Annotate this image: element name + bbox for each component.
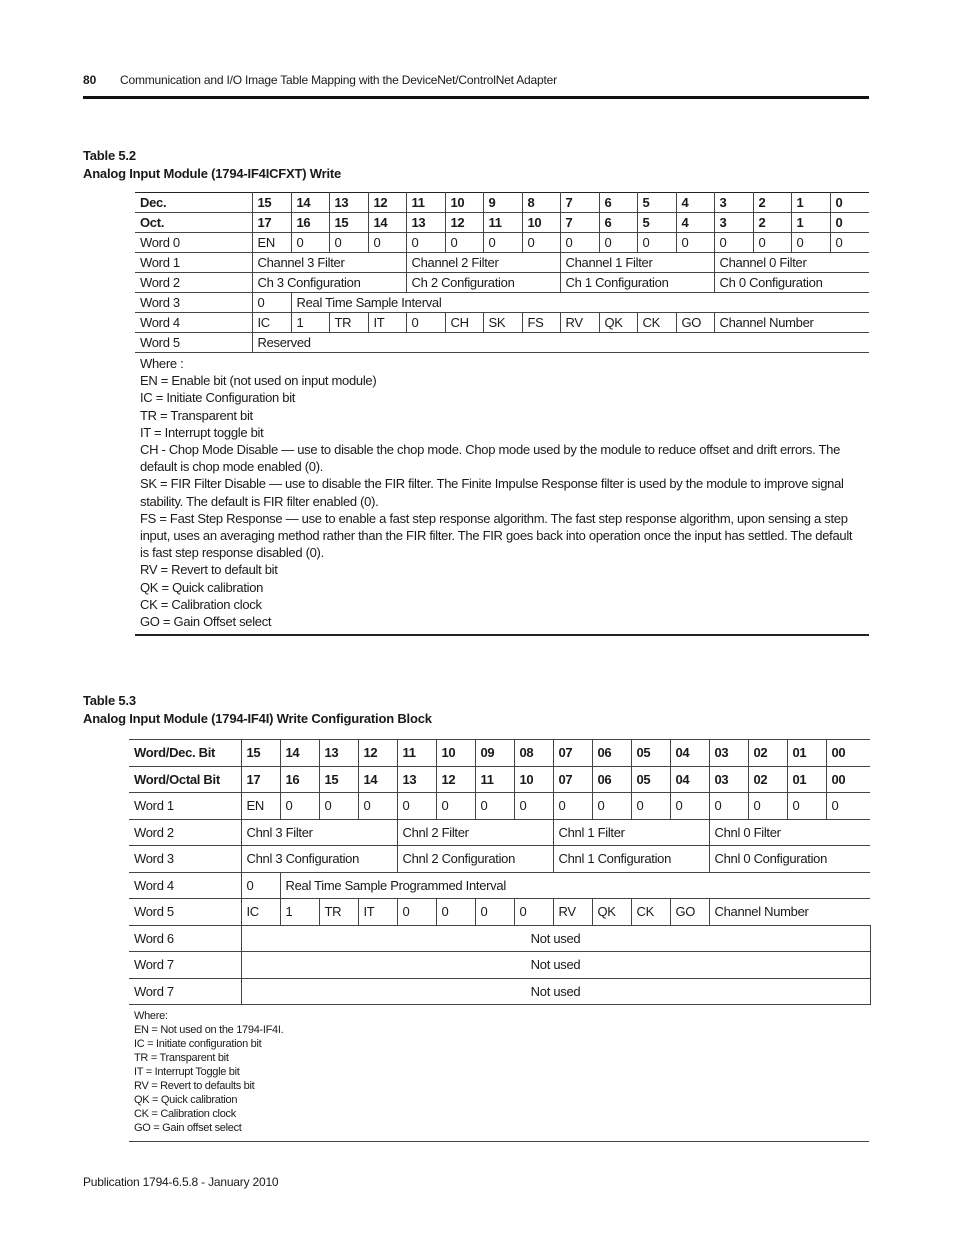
cell: Dec. — [135, 193, 252, 213]
note-line: CH - Chop Mode Disable — use to disable the chop mode. Chop mode used by the module to reduce offset and drift errors. The default is chop mode enabled (0). — [140, 442, 840, 475]
cell: 0 — [397, 899, 436, 926]
table52 — [135, 192, 869, 636]
cell: 07 — [553, 766, 592, 793]
cell: 16 — [280, 766, 319, 793]
page-number: 80 — [83, 73, 97, 87]
cell: SK — [483, 313, 522, 333]
cell: CK — [637, 313, 676, 333]
note-line: GO = Gain Offset select — [140, 614, 272, 630]
cell: Not used — [241, 925, 870, 952]
cell: 10 — [514, 766, 553, 793]
cell: 0 — [329, 233, 368, 253]
cell: Word 4 — [135, 313, 252, 333]
cell: 0 — [560, 233, 599, 253]
cell: 08 — [514, 740, 553, 767]
cell: 0 — [436, 899, 475, 926]
cell: Channel 2 Filter — [406, 253, 560, 273]
cell: TR — [319, 899, 358, 926]
note-line: GO = Gain offset select — [134, 1122, 242, 1134]
note-line: IC = Initiate Configuration bit — [140, 390, 296, 406]
cell: IC — [252, 313, 291, 333]
table52-row-word1 — [135, 253, 869, 273]
cell: CK — [631, 899, 670, 926]
cell: 12 — [445, 213, 483, 233]
table53-notes — [134, 1009, 283, 1135]
cell: 0 — [445, 233, 483, 253]
cell: 02 — [748, 766, 787, 793]
cell: RV — [553, 899, 592, 926]
cell: 0 — [753, 233, 791, 253]
cell: 11 — [397, 740, 436, 767]
table53-caption-title: Analog Input Module (1794-IF4I) Write Configuration Block — [83, 711, 432, 726]
note-line: RV = Revert to default bit — [140, 562, 278, 578]
cell: 0 — [553, 793, 592, 820]
cell: Chnl 0 Filter — [709, 819, 870, 846]
cell: 1 — [791, 213, 830, 233]
cell: 5 — [637, 213, 676, 233]
cell: 0 — [714, 233, 753, 253]
cell: 15 — [319, 766, 358, 793]
note-line: EN = Not used on the 1794-IF4I. — [134, 1024, 284, 1036]
cell: Not used — [241, 952, 870, 979]
table52-notes-row — [135, 353, 869, 636]
cell: 13 — [406, 213, 445, 233]
cell: 14 — [358, 766, 397, 793]
cell: Ch 0 Configuration — [714, 273, 869, 293]
cell: 11 — [483, 213, 522, 233]
table53-bottom-rule — [129, 1141, 869, 1142]
note-line: SK = FIR Filter Disable — use to disable the FIR filter. The Finite Impulse Response filter is used by the module to improve signal stability. The default is FIR filter enabled (0). — [140, 476, 844, 509]
note-line: TR = Transparent bit — [134, 1052, 229, 1064]
cell: 15 — [252, 193, 291, 213]
cell: 0 — [319, 793, 358, 820]
cell: EN — [241, 793, 280, 820]
cell: 03 — [709, 740, 748, 767]
cell: 9 — [483, 193, 522, 213]
cell: 10 — [522, 213, 560, 233]
cell: Word 0 — [135, 233, 252, 253]
cell: 01 — [787, 740, 826, 767]
cell: Word 4 — [129, 872, 241, 899]
cell: 15 — [329, 213, 368, 233]
cell: 3 — [714, 193, 753, 213]
note-line: IC = Initiate configuration bit — [134, 1038, 262, 1050]
cell: 4 — [676, 193, 714, 213]
cell: Word/Dec. Bit — [129, 740, 241, 767]
cell: 16 — [291, 213, 329, 233]
cell: 0 — [291, 233, 329, 253]
cell: 0 — [475, 899, 514, 926]
cell: 0 — [436, 793, 475, 820]
cell: 0 — [252, 293, 291, 313]
note-line: QK = Quick calibration — [140, 579, 264, 595]
cell: 2 — [753, 213, 791, 233]
footer-publication: Publication 1794-6.5.8 - January 2010 — [83, 1175, 279, 1189]
table53-row-word5 — [129, 899, 870, 926]
cell: 2 — [753, 193, 791, 213]
cell: 0 — [368, 233, 406, 253]
cell: 07 — [553, 740, 592, 767]
note-line: RV = Revert to defaults bit — [134, 1080, 255, 1092]
cell: 00 — [826, 740, 870, 767]
cell: 14 — [291, 193, 329, 213]
cell: 04 — [670, 766, 709, 793]
table52-caption — [83, 147, 341, 183]
cell: 0 — [475, 793, 514, 820]
cell: GO — [670, 899, 709, 926]
cell: 00 — [826, 766, 870, 793]
cell: Channel Number — [709, 899, 870, 926]
cell: IC — [241, 899, 280, 926]
cell: Not used — [241, 978, 870, 1005]
cell: 5 — [637, 193, 676, 213]
cell: Word 2 — [135, 273, 252, 293]
note-line: TR = Transparent bit — [140, 407, 253, 423]
cell: 0 — [514, 793, 553, 820]
table53-row-word7-repeat — [129, 978, 870, 1005]
note-line: IT = Interrupt Toggle bit — [134, 1066, 240, 1078]
cell: Channel 1 Filter — [560, 253, 714, 273]
cell: 04 — [670, 740, 709, 767]
cell: Word 6 — [129, 925, 241, 952]
cell: 11 — [406, 193, 445, 213]
cell: 0 — [830, 213, 869, 233]
table53-row-word6 — [129, 925, 870, 952]
cell: Ch 2 Configuration — [406, 273, 560, 293]
cell: Word 5 — [129, 899, 241, 926]
cell: 12 — [436, 766, 475, 793]
table53-dec-row — [129, 740, 870, 767]
cell: Chnl 1 Configuration — [553, 846, 709, 873]
cell: Oct. — [135, 213, 252, 233]
cell: 0 — [522, 233, 560, 253]
cell: Channel 3 Filter — [252, 253, 406, 273]
cell: IT — [368, 313, 406, 333]
table53-row-word4 — [129, 872, 870, 899]
cell: 7 — [560, 193, 599, 213]
cell: 0 — [406, 233, 445, 253]
cell: TR — [329, 313, 368, 333]
cell: 3 — [714, 213, 753, 233]
cell: 0 — [787, 793, 826, 820]
cell: 17 — [252, 213, 291, 233]
table52-row-word0 — [135, 233, 869, 253]
cell: 17 — [241, 766, 280, 793]
table52-notes — [135, 353, 869, 636]
cell: 13 — [397, 766, 436, 793]
table53-oct-row — [129, 766, 870, 793]
note-line: IT = Interrupt toggle bit — [140, 424, 264, 440]
cell: IT — [358, 899, 397, 926]
cell: Reserved — [252, 333, 869, 353]
cell: 0 — [592, 793, 631, 820]
table52-row-word3 — [135, 293, 869, 313]
table52-row-word5 — [135, 333, 869, 353]
cell: 0 — [748, 793, 787, 820]
cell: Channel Number — [714, 313, 869, 333]
cell: 0 — [826, 793, 870, 820]
cell: GO — [676, 313, 714, 333]
cell: Word 1 — [135, 253, 252, 273]
cell: Chnl 2 Filter — [397, 819, 553, 846]
header-rule — [83, 96, 869, 99]
cell: Channel 0 Filter — [714, 253, 869, 273]
cell: Word 3 — [135, 293, 252, 313]
table53-row-word2 — [129, 819, 870, 846]
table53 — [129, 739, 871, 1005]
cell: 0 — [406, 313, 445, 333]
cell: 11 — [475, 766, 514, 793]
cell: 1 — [791, 193, 830, 213]
cell: 0 — [631, 793, 670, 820]
cell: FS — [522, 313, 560, 333]
cell: Chnl 3 Filter — [241, 819, 397, 846]
cell: 0 — [830, 233, 869, 253]
cell: EN — [252, 233, 291, 253]
cell: 01 — [787, 766, 826, 793]
cell: 1 — [291, 313, 329, 333]
cell: Ch 1 Configuration — [560, 273, 714, 293]
table52-row-word2 — [135, 273, 869, 293]
cell: 6 — [599, 213, 637, 233]
table52-oct-row — [135, 213, 869, 233]
table53-row-word3 — [129, 846, 870, 873]
cell: Word/Octal Bit — [129, 766, 241, 793]
cell: Chnl 2 Configuration — [397, 846, 553, 873]
cell: 0 — [637, 233, 676, 253]
cell: 7 — [560, 213, 599, 233]
cell: 13 — [329, 193, 368, 213]
cell: 0 — [709, 793, 748, 820]
cell: RV — [560, 313, 599, 333]
cell: 0 — [280, 793, 319, 820]
cell: 0 — [830, 193, 869, 213]
cell: 03 — [709, 766, 748, 793]
cell: 8 — [522, 193, 560, 213]
cell: Chnl 1 Filter — [553, 819, 709, 846]
cell: 0 — [670, 793, 709, 820]
cell: 06 — [592, 740, 631, 767]
cell: 1 — [280, 899, 319, 926]
cell: 12 — [368, 193, 406, 213]
cell: 02 — [748, 740, 787, 767]
cell: Chnl 0 Configuration — [709, 846, 870, 873]
cell: Ch 3 Configuration — [252, 273, 406, 293]
cell: 05 — [631, 766, 670, 793]
cell: 09 — [475, 740, 514, 767]
cell: 0 — [514, 899, 553, 926]
table52-dec-row — [135, 193, 869, 213]
cell: 0 — [397, 793, 436, 820]
note-line: Where : — [140, 356, 184, 371]
cell: 0 — [599, 233, 637, 253]
cell: Word 3 — [129, 846, 241, 873]
cell: 0 — [676, 233, 714, 253]
table52-caption-title: Analog Input Module (1794-IF4ICFXT) Write — [83, 166, 342, 181]
cell: 06 — [592, 766, 631, 793]
cell: Word 5 — [135, 333, 252, 353]
table53-row-word1 — [129, 793, 870, 820]
cell: 15 — [241, 740, 280, 767]
running-header-title: Communication and I/O Image Table Mapping with the DeviceNet/ControlNet Adapter — [120, 73, 557, 87]
note-line: QK = Quick calibration — [134, 1094, 238, 1106]
cell: 14 — [280, 740, 319, 767]
cell: 12 — [358, 740, 397, 767]
cell: Real Time Sample Programmed Interval — [280, 872, 870, 899]
note-line: EN = Enable bit (not used on input module) — [140, 373, 377, 389]
note-line: CK = Calibration clock — [140, 596, 262, 612]
note-line: CK = Calibration clock — [134, 1108, 236, 1120]
note-line: FS = Fast Step Response — use to enable a fast step response algorithm. The fast step response algorithm, upon sensing a step input, uses an averaging method rather than the FIR filter. The FIR goes back into operation once the input has settled. The default is fast step response disabled (0). — [140, 510, 853, 561]
note-line: Where: — [134, 1010, 168, 1022]
cell: 13 — [319, 740, 358, 767]
table52-row-word4 — [135, 313, 869, 333]
cell: Word 2 — [129, 819, 241, 846]
cell: Word 7 — [129, 952, 241, 979]
table52-caption-number: Table 5.2 — [83, 148, 136, 163]
cell: 0 — [791, 233, 830, 253]
table53-row-word7 — [129, 952, 870, 979]
cell: 4 — [676, 213, 714, 233]
cell: QK — [592, 899, 631, 926]
cell: 0 — [358, 793, 397, 820]
cell: Word 1 — [129, 793, 241, 820]
table53-caption-number: Table 5.3 — [83, 693, 136, 708]
cell: Chnl 3 Configuration — [241, 846, 397, 873]
cell: Word 7 — [129, 978, 241, 1005]
cell: 0 — [241, 872, 280, 899]
cell: CH — [445, 313, 483, 333]
cell: 0 — [483, 233, 522, 253]
cell: 05 — [631, 740, 670, 767]
cell: 14 — [368, 213, 406, 233]
cell: 10 — [445, 193, 483, 213]
cell: 10 — [436, 740, 475, 767]
cell: Real Time Sample Interval — [291, 293, 869, 313]
cell: QK — [599, 313, 637, 333]
table53-caption — [83, 692, 432, 728]
cell: 6 — [599, 193, 637, 213]
